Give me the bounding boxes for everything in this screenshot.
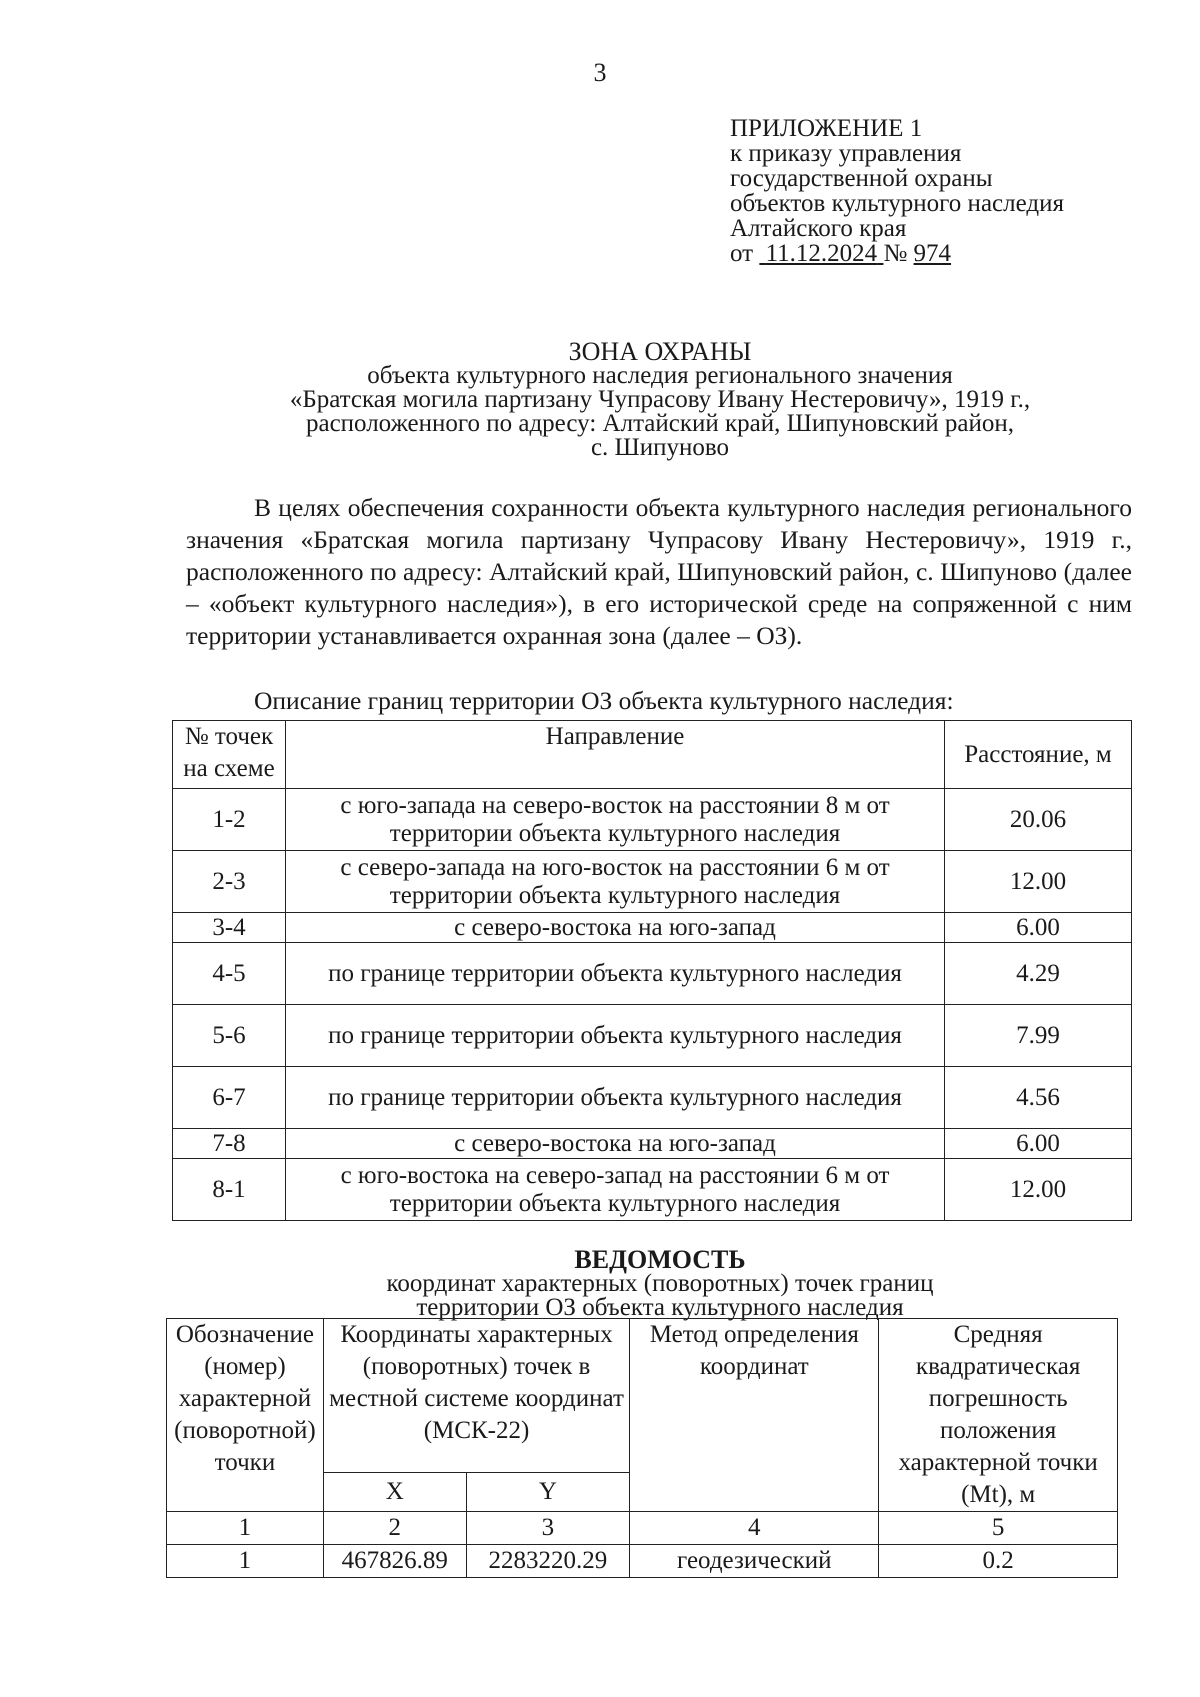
appendix-line: к приказу управления — [730, 140, 962, 167]
appendix-line: Алтайского края — [730, 215, 907, 242]
direction-cell: по границе территории объекта культурного наследия — [286, 1005, 945, 1067]
distance-cell: 12.00 — [945, 1159, 1132, 1221]
distance-cell: 4.56 — [945, 1067, 1132, 1129]
appendix-date-line — [730, 241, 1064, 266]
table-row — [173, 913, 1132, 943]
header-x: X — [323, 1472, 466, 1511]
points-cell: 2-3 — [173, 851, 286, 913]
table-row — [173, 1005, 1132, 1067]
table-row — [167, 1545, 1118, 1578]
col-number: 5 — [879, 1512, 1118, 1545]
table-row — [173, 1129, 1132, 1159]
error-cell: 0.2 — [879, 1545, 1118, 1578]
number-prefix: № — [883, 240, 908, 267]
table-row — [173, 943, 1132, 1005]
col-number: 4 — [630, 1512, 879, 1545]
x-cell: 467826.89 — [323, 1545, 466, 1578]
header-error: Средняя квадратическая погрешность положения характерной точки (Mt), м — [879, 1319, 1118, 1512]
col-number: 2 — [323, 1512, 466, 1545]
col-number: 3 — [466, 1512, 630, 1545]
title-line: с. Шипуново — [590, 434, 730, 461]
direction-cell: с северо-востока на юго-запад — [286, 913, 945, 943]
points-cell: 3-4 — [173, 913, 286, 943]
boundary-table — [172, 720, 1132, 1221]
title-line: объекта культурного наследия регионального значения — [367, 362, 953, 389]
header-coords: Координаты характерных (поворотных) точек в местной системе координат (МСК-22) — [323, 1319, 629, 1473]
table-row — [173, 789, 1132, 851]
y-cell: 2283220.29 — [466, 1545, 630, 1578]
distance-cell: 7.99 — [945, 1005, 1132, 1067]
direction-cell: с юго-запада на северо-восток на расстоянии 8 м от территории объекта культурного наследия — [286, 789, 945, 851]
header-method: Метод определения координат — [630, 1319, 879, 1512]
order-number: 974 — [913, 240, 952, 267]
direction-cell: с северо-запада на юго-восток на расстоянии 6 м от территории объекта культурного наследия — [286, 851, 945, 913]
vedomost-line: территории ОЗ объекта культурного наследия — [416, 1294, 904, 1321]
page-number: 3 — [593, 58, 607, 87]
points-cell: 7-8 — [173, 1129, 286, 1159]
distance-cell: 6.00 — [945, 1129, 1132, 1159]
points-cell: 1-2 — [173, 789, 286, 851]
header-y: Y — [466, 1472, 630, 1511]
order-date: 11.12.2024 — [765, 240, 878, 267]
table-row — [173, 1067, 1132, 1129]
title-main: ЗОНА ОХРАНЫ — [568, 337, 752, 366]
point-cell: 1 — [167, 1545, 324, 1578]
appendix-line: государственной охраны — [730, 165, 993, 192]
direction-cell: с северо-востока на юго-запад — [286, 1129, 945, 1159]
direction-cell: с юго-востока на северо-запад на расстоянии 6 м от территории объекта культурного наследия — [286, 1159, 945, 1221]
title-line: расположенного по адресу: Алтайский край, Шипуновский район, — [305, 410, 1015, 437]
distance-cell: 12.00 — [945, 851, 1132, 913]
document-title — [160, 337, 1160, 461]
table1-caption: Описание границ территории ОЗ объекта культурного наследия: — [254, 686, 954, 715]
header-direction: Направление — [286, 721, 945, 789]
appendix-line: объектов культурного наследия — [730, 190, 1064, 217]
points-cell: 6-7 — [173, 1067, 286, 1129]
title-line: «Братская могила партизану Чупрасову Ивану Нестеровичу», 1919 г., — [289, 386, 1031, 413]
vedomost-title — [160, 1245, 1160, 1321]
vedomost-line: координат характерных (поворотных) точек границ — [386, 1270, 934, 1297]
vedomost-main: ВЕДОМОСТЬ — [574, 1245, 746, 1274]
appendix-title: ПРИЛОЖЕНИЕ 1 — [730, 115, 923, 142]
points-cell: 4-5 — [173, 943, 286, 1005]
date-prefix: от — [730, 240, 754, 267]
header-points: № точек на схеме — [173, 721, 286, 789]
direction-cell: по границе территории объекта культурного наследия — [286, 943, 945, 1005]
direction-cell: по границе территории объекта культурного наследия — [286, 1067, 945, 1129]
appendix-header — [730, 116, 1064, 266]
intro-paragraph: В целях обеспечения сохранности объекта культурного наследия регионального значения «Братская могила партизану Чупрасову Ивану Нестеровичу», 1919 г., расположенного по адресу: Алтайский край, Шипуновский район, с. Шипуново (далее – «объект культурного наследия»), в его исторической среде на сопряженной с ним территории устанавливается охранная зона (далее – ОЗ). — [186, 493, 1132, 650]
coordinates-table — [166, 1318, 1118, 1578]
header-designation: Обозначение (номер) характерной (поворотной) точки — [167, 1319, 324, 1512]
distance-cell: 6.00 — [945, 913, 1132, 943]
header-distance: Расстояние, м — [945, 721, 1132, 789]
distance-cell: 20.06 — [945, 789, 1132, 851]
points-cell: 8-1 — [173, 1159, 286, 1221]
points-cell: 5-6 — [173, 1005, 286, 1067]
method-cell: геодезический — [630, 1545, 879, 1578]
table-row — [173, 1159, 1132, 1221]
col-number: 1 — [167, 1512, 324, 1545]
table-row — [173, 851, 1132, 913]
distance-cell: 4.29 — [945, 943, 1132, 1005]
